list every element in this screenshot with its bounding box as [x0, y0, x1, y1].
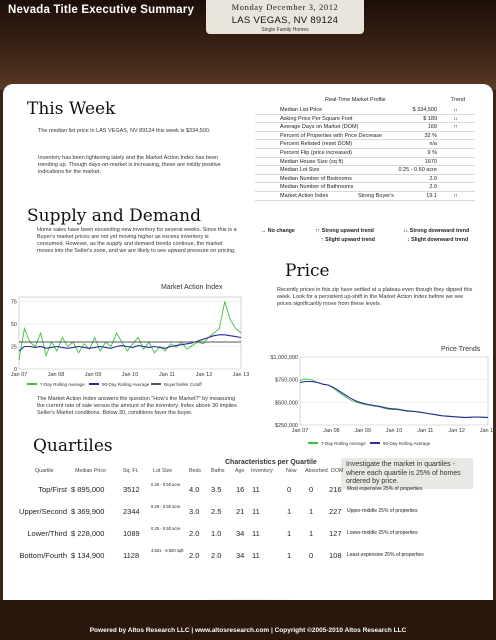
quartile-absorbed: 0: [309, 485, 314, 494]
quartile-name: Upper/Second: [19, 507, 67, 516]
quartile-inventory: 11: [252, 507, 260, 516]
report-date: Monday December 3, 2012: [231, 2, 339, 12]
price-chart-title: Price Trends: [441, 346, 481, 353]
profile-label: Market Action Index: [280, 192, 329, 199]
date-location-panel: [206, 0, 364, 34]
quartile-beds: 2.0: [189, 529, 200, 538]
market-profile-row: [255, 115, 475, 124]
quartile-price: $ 895,000: [71, 485, 105, 494]
x-tick-label: Jan 09: [84, 372, 102, 378]
quartile-col-header: Median Price: [75, 468, 106, 474]
trend-arrow-icon: ↓↓: [453, 107, 457, 113]
y-tick-label: 25: [10, 344, 17, 351]
x-tick-label: Jan 08: [323, 428, 340, 434]
x-tick-label: Jan 11: [417, 428, 434, 434]
footer-band: [0, 600, 496, 640]
powered-by-line: Powered by Altos Research LLC | www.altosresearch.com | Copyright ©2005-2010 Altos Research LLC: [89, 627, 407, 634]
quartile-baths: 3.5: [211, 485, 222, 494]
x-tick-label: Jan 07: [291, 428, 309, 434]
quartile-name: Top/First: [38, 485, 67, 494]
quartile-name: Lower/Third: [27, 529, 67, 538]
report-location: LAS VEGAS, NV 89124: [231, 15, 339, 26]
report-subtitle: Single Family Homes: [261, 27, 309, 33]
quartile-description: Upper-middle 25% of properties: [347, 508, 418, 514]
quartile-description: Lower-middle 25% of properties: [347, 530, 418, 536]
profile-label: Percent of Properties with Price Decrease: [280, 132, 383, 139]
market-profile-row: [255, 175, 475, 184]
quartile-price: $ 369,900: [71, 507, 105, 516]
x-tick-label: Jan 13: [479, 428, 496, 434]
quartile-age: 34: [236, 551, 245, 560]
market-profile-rows: [255, 106, 475, 201]
x-tick-label: Jan 09: [354, 428, 371, 434]
quartile-price: $ 228,000: [71, 529, 105, 538]
x-tick-label: Jan 10: [121, 372, 139, 378]
y-tick-label: 75: [10, 299, 17, 306]
profile-label: Median Lot Size: [280, 167, 320, 174]
quartile-baths: 2.5: [211, 507, 222, 516]
profile-value: 9 %: [427, 149, 437, 156]
trend-column-header: Trend: [451, 97, 466, 103]
market-profile-row: [255, 192, 475, 201]
quartile-characteristics-title: Characteristics per Quartile: [225, 459, 317, 466]
trend-arrow-icon: ↓↓: [453, 115, 457, 122]
profile-value: 32 %: [424, 132, 437, 139]
quartile-new: 1: [287, 551, 292, 560]
x-tick-label: Jan 12: [195, 372, 213, 378]
supply-demand-text: Home sales have been exceeding new inventory for several weeks. Since this is a Buyer's market prices are not yet moving higher as excess inventory is consumed. However, as the supply and demand trends continue, the market moves into the Seller's zone, and we are likely to see upward pressure on pricing.: [37, 227, 237, 254]
quartile-inventory: 11: [252, 551, 260, 560]
mai-explanation-text: The Market Action Index answers the question "How's the Market?" by measuring the current rate of sale versus the amount of the inventory. Index above 30 implies Seller's Market conditions. Below 30, conditions favor the buyer.: [37, 396, 237, 416]
profile-label: Median List Price: [280, 107, 323, 113]
quartile-col-header: Age: [235, 468, 245, 474]
market-profile-row: [255, 183, 475, 192]
quartile-dom: 108: [329, 551, 342, 560]
quartile-col-header: Absorbed: [305, 468, 328, 474]
quartile-beds: 4.0: [189, 485, 200, 494]
quartile-col-header: Inventory: [251, 468, 273, 474]
quartile-col-header: Baths: [211, 468, 225, 474]
legend-strong-down: ↓↓ Strong downward trend: [403, 228, 470, 234]
legend-strong-up: ↑↑ Strong upward trend: [315, 228, 374, 234]
quartile-age: 34: [236, 529, 245, 538]
price-text: Recently prices in this zip have settled at a plateau even though they dipped this week. Look for a persistent up-shift in the Market Action Index before we see prices significantly move from these levels.: [277, 287, 473, 307]
x-tick-label: Jan 07: [10, 372, 28, 378]
quartile-inventory: 11: [252, 485, 260, 494]
y-tick-label: 50: [10, 322, 17, 328]
profile-value: 169: [427, 124, 437, 131]
this-week-inventory-text: Inventory has been lightening lately and the Market Action Index has been trending up. Though days-on-market is increasing, these are mildly positive indications for the market.: [38, 155, 221, 175]
profile-value: $ 334,500: [412, 107, 437, 113]
quartile-beds: 2.0: [189, 551, 200, 560]
quartile-row: [19, 500, 479, 522]
market-profile-row: [255, 123, 475, 132]
profile-value: $ 189: [423, 115, 437, 122]
y-tick-label: $750,000: [275, 377, 298, 384]
market-profile-row: [255, 149, 475, 158]
market-profile-row: [255, 106, 475, 115]
profile-value: 2.0: [429, 184, 437, 191]
x-tick-label: Jan 13: [232, 372, 250, 378]
price-heading: Price: [285, 261, 330, 281]
quartile-beds: 3.0: [189, 507, 200, 516]
quartile-dom: 227: [329, 507, 342, 516]
report-title: Nevada Title Executive Summary: [8, 4, 195, 16]
y-tick-label: $1,000,000: [270, 355, 298, 361]
y-tick-label: $250,000: [275, 423, 298, 429]
profile-value: n/a: [429, 141, 437, 148]
quartile-dom: 127: [329, 529, 342, 538]
quartile-investigate-note: Investigate the market in quartiles - where each quartile is 25% of homes ordered by price.: [341, 458, 473, 489]
quartile-col-header: Sq. Ft.: [123, 468, 139, 474]
legend-label: 7-Day Rolling Average: [321, 441, 366, 446]
quartile-row: [27, 478, 479, 500]
quartile-col-header: New: [286, 468, 297, 474]
quartile-new: 0: [287, 485, 292, 494]
market-profile-row: [255, 158, 475, 167]
profile-label: Median Number of Bathrooms: [280, 184, 354, 191]
quartile-absorbed: 1: [309, 529, 314, 538]
market-profile-title: Real-Time Market Profile: [325, 97, 386, 103]
quartile-dom: 216: [329, 485, 342, 494]
x-tick-label: Jan 10: [385, 428, 403, 434]
quartile-absorbed: 0: [309, 551, 314, 560]
legend-slight-up: ↑ Slight upward trend: [321, 237, 375, 243]
trend-arrow-icon: ↑↑: [453, 192, 457, 199]
quartile-absorbed: 1: [309, 507, 314, 516]
quartile-lot: 4,501 - 6,500 sqft: [151, 548, 184, 553]
quartile-baths: 1.0: [211, 529, 222, 538]
quartile-col-header: Lot Size: [153, 468, 173, 474]
mai-chart-title: Market Action Index: [161, 284, 223, 291]
quartile-lot: 0.25 - 0.50 acre: [151, 482, 181, 487]
legend-label: 7-Day Rolling Average: [40, 382, 85, 387]
quartile-sqft: 2344: [123, 507, 140, 516]
quartile-lot: 0.25 - 0.50 acre: [151, 504, 181, 509]
market-profile-row: [255, 132, 475, 141]
quartile-age: 21: [236, 507, 245, 516]
profile-extra: Strong Buyer's: [358, 192, 394, 199]
report-page: [3, 84, 496, 624]
profile-label: Average Days on Market (DOM): [280, 124, 359, 131]
profile-label: Median Number of Bedrooms: [280, 175, 352, 182]
profile-value: 2.0: [429, 175, 437, 182]
y-tick-label: 0: [13, 367, 17, 373]
quartile-description: Least expensive 25% of properties: [347, 552, 424, 558]
quartile-baths: 2.0: [211, 551, 222, 560]
x-tick-label: Jan 08: [47, 372, 65, 378]
profile-value: 1670: [424, 158, 437, 165]
quartile-price: $ 134,900: [71, 551, 105, 560]
market-profile-row: [255, 166, 475, 175]
quartile-col-header: Beds: [189, 468, 202, 474]
legend-label: Buyer/Seller Cutoff: [164, 382, 202, 387]
legend-label: 90-Day Rolling Average: [383, 441, 431, 446]
this-week-price-text: The median list price in LAS VEGAS, NV 89124 this week is $334,500.: [38, 128, 211, 134]
market-profile-header: [255, 96, 475, 106]
quartile-sqft: 3512: [123, 485, 140, 494]
quartile-description: Most expensive 25% of properties: [347, 486, 423, 492]
profile-value: 19.1: [426, 192, 437, 199]
x-tick-label: Jan 11: [158, 372, 176, 378]
supply-demand-heading: Supply and Demand: [27, 206, 201, 226]
quartile-inventory: 11: [252, 529, 260, 538]
market-profile-row: [255, 140, 475, 149]
y-tick-label: $500,000: [275, 400, 298, 407]
quartiles-heading: Quartiles: [33, 436, 113, 456]
profile-label: Percent Flip (price increased): [280, 149, 352, 156]
quartile-col-header: DOM: [331, 468, 344, 474]
market-profile-table: [255, 96, 475, 201]
profile-value: 0.25 - 0.50 acre: [398, 167, 437, 174]
quartile-new: 1: [287, 529, 292, 538]
quartile-name: Bottom/Fourth: [19, 551, 67, 560]
profile-label: Asking Price Per Square Foot: [280, 115, 353, 122]
trend-arrow-icon: ↑↑: [453, 124, 457, 131]
x-tick-label: Jan 12: [448, 428, 465, 434]
this-week-heading: This Week: [27, 99, 116, 119]
quartile-lot: 0.25 - 0.50 acre: [151, 526, 181, 531]
legend-no-change: ↔ No change: [261, 228, 295, 234]
quartile-sqft: 1128: [123, 551, 140, 560]
quartile-row: [19, 544, 479, 566]
profile-label: Percent Relisted (reset DOM): [280, 141, 353, 148]
quartile-new: 1: [287, 507, 292, 516]
legend-slight-down: ↓ Slight downward trend: [407, 237, 469, 243]
quartile-sqft: 1089: [123, 529, 140, 538]
quartile-row: [27, 522, 479, 544]
profile-label: Median House Size (sq ft): [280, 158, 344, 165]
legend-label: 90-Day Rolling Average: [102, 382, 150, 387]
quartile-col-header: Quartile: [35, 468, 54, 474]
quartile-age: 16: [236, 485, 245, 494]
